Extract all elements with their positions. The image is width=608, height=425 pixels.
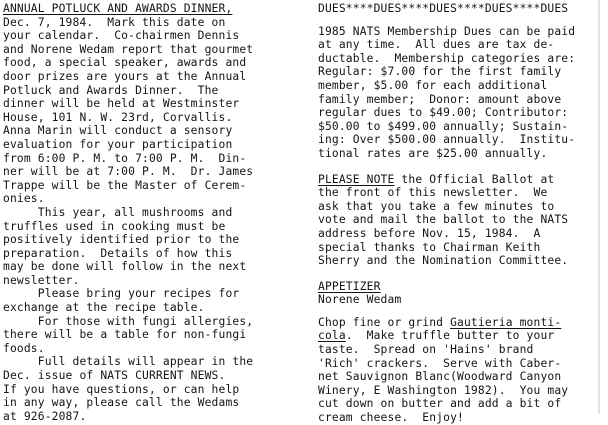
left-column	[3, 2, 295, 423]
spacer	[318, 307, 608, 316]
page-edge	[597, 0, 600, 414]
potluck-heading: ANNUAL POTLUCK AND AWARDS DINNER,	[3, 2, 233, 15]
potluck-line: from 6:00 P. M. to 7:00 P. M. Din-	[3, 151, 247, 165]
spacer	[318, 161, 608, 173]
appetizer-line: cream cheese. Enjoy!	[318, 411, 464, 425]
appetizer-line: 'Rich' crackers. Serve with Caber-	[318, 356, 562, 370]
mushrooms-line: positively identified prior to the	[3, 233, 240, 247]
mushrooms-line: This year, all mushrooms and	[3, 205, 233, 219]
details-line: at 926-2087.	[3, 409, 87, 423]
ballot-heading: PLEASE NOTE	[318, 172, 395, 186]
appetizer-line: cut down on butter and add a bit of	[318, 397, 562, 411]
ballot-line: special thanks to Chairman Keith	[318, 240, 541, 254]
appetizer-line2-rest: . Make truffle butter to your	[345, 329, 555, 343]
dues-line: $50.00 to $499.00 annually; Sustain-	[318, 119, 569, 133]
potluck-line: dinner will be held at Westminster	[3, 97, 240, 111]
recipes-line: exchange at the recipe table.	[3, 301, 205, 315]
allergies-line: there will be a table for non-fungi	[3, 328, 247, 342]
species-name-end: cola	[318, 329, 346, 343]
appetizer-heading: APPETIZER	[318, 279, 381, 293]
mushrooms-line: truffles used in cooking must be	[3, 219, 226, 233]
dues-line: ductable. Membership categories are:	[318, 51, 576, 65]
spacer	[318, 16, 608, 25]
details-line: Full details will appear in the	[3, 355, 254, 369]
potluck-line: Anna Marin will conduct a sensory	[3, 124, 233, 138]
right-column	[318, 2, 608, 425]
ballot-first-line-rest: the Official Ballot at	[394, 172, 555, 186]
mushrooms-line: newsletter.	[3, 273, 80, 287]
ballot-first-line	[318, 173, 608, 187]
potluck-line: onies.	[3, 192, 45, 206]
dues-line: 1985 NATS Membership Dues can be paid	[318, 24, 576, 38]
dues-line: ing: Over $500.00 annually. Institu-	[318, 133, 576, 147]
dues-line: regular dues to $49.00; Contributor:	[318, 106, 569, 120]
ballot-line: vote and mail the ballot to the NATS	[318, 213, 569, 227]
ballot-line: address before Nov. 15, 1984. A	[318, 226, 541, 240]
appetizer-line: net Sauvignon Blanc(Woodward Canyon	[318, 370, 562, 384]
potluck-line: your calendar. Co-chairmen Dennis	[3, 29, 240, 43]
potluck-line: House, 101 N. W. 23rd, Corvallis.	[3, 110, 233, 124]
dues-line: tional rates are $25.00 annually.	[318, 146, 548, 160]
details-line: in any way, please call the Wedams	[3, 396, 240, 410]
appetizer-line	[318, 316, 608, 330]
spacer	[318, 268, 608, 280]
allergies-line: For those with fungi allergies,	[3, 314, 254, 328]
details-line: If you have questions, or can help	[3, 382, 240, 396]
allergies-line: foods.	[3, 341, 45, 355]
ballot-line: the front of this newsletter. We	[318, 186, 548, 200]
dues-line: member, $5.00 for each additional	[318, 78, 548, 92]
ballot-line: Sherry and the Nomination Committee.	[318, 254, 569, 268]
recipes-line: Please bring your recipes for	[3, 287, 240, 301]
ballot-line: ask that you take a few minutes to	[318, 199, 555, 213]
potluck-line: Trappe will be the Master of Cerem-	[3, 178, 247, 192]
dues-line: at any time. All dues are tax de-	[318, 38, 555, 52]
mushrooms-line: preparation. Details of how this	[3, 246, 233, 260]
dues-line: Regular: $7.00 for the first family	[318, 65, 562, 79]
potluck-line: food, a special speaker, awards and	[3, 56, 247, 70]
appetizer-line: Winery, E Washington 1982). You may	[318, 383, 569, 397]
potluck-line: and Norene Wedam report that gourmet	[3, 42, 254, 56]
potluck-line: ner will be at 7:00 P. M. Dr. James	[3, 165, 254, 179]
potluck-line: door prizes are yours at the Annual	[3, 69, 247, 83]
species-name: Gautieria monti-	[450, 315, 562, 329]
potluck-line: Dec. 7, 1984. Mark this date on	[3, 15, 226, 29]
potluck-line: Potluck and Awards Dinner. The	[3, 83, 219, 97]
appetizer-author: Norene Wedam	[318, 293, 402, 307]
appetizer-line	[318, 329, 608, 343]
dues-line: family member; Donor: amount above	[318, 92, 562, 106]
appetizer-line1-start: Chop fine or grind	[318, 315, 451, 329]
potluck-line: evaluation for your participation	[3, 137, 233, 151]
details-line: Dec. issue of NATS CURRENT NEWS.	[3, 369, 226, 383]
mushrooms-line: may be done will follow in the next	[3, 260, 247, 274]
dues-heading: DUES****DUES****DUES****DUES****DUES	[318, 2, 569, 15]
appetizer-line: taste. Spread on 'Hains' brand	[318, 343, 534, 357]
